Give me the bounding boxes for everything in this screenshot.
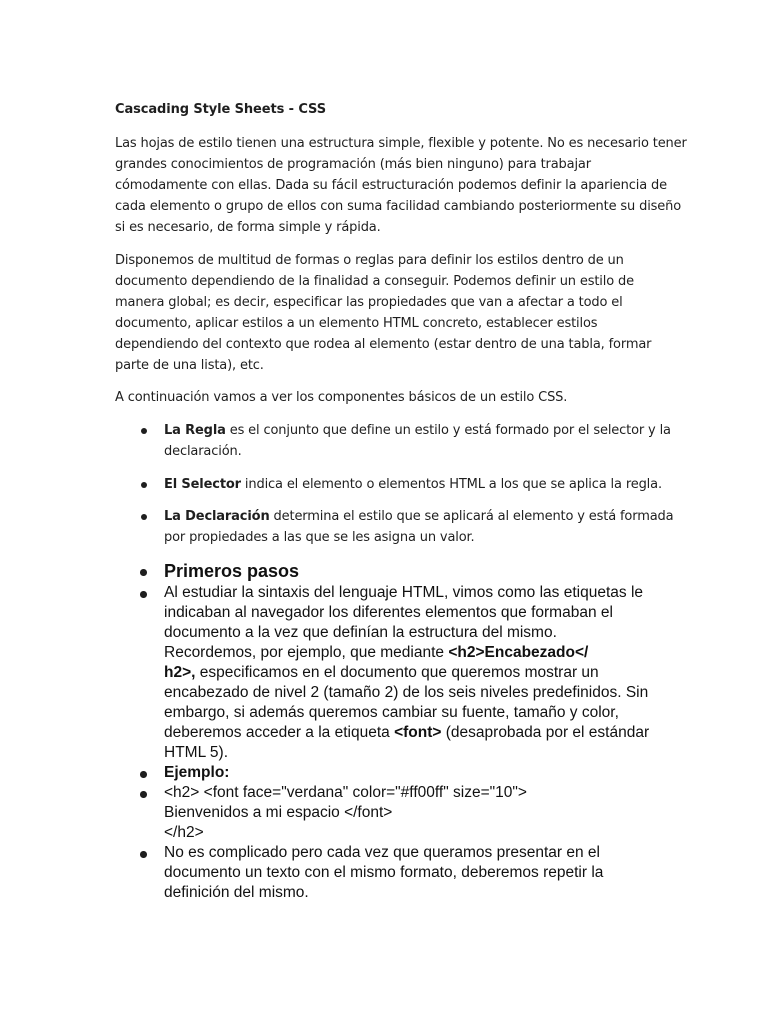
paragraph-components-intro [115, 387, 660, 408]
bullet-icon [140, 771, 147, 778]
text-line: A continuación vamos a ver los componentes básicos de un estilo CSS. [115, 390, 568, 405]
paragraph-intro [115, 133, 687, 238]
text-line: Disponemos de multitud de formas o reglas para definir los estilos dentro de un [115, 253, 624, 268]
bullet-icon [141, 428, 147, 434]
bullet-icon [140, 591, 147, 598]
bullet-icon [141, 514, 147, 520]
text-line [164, 723, 649, 743]
code-line: <h2> <font face="verdana" color="#ff00ff" size="10"> [164, 784, 527, 801]
code-font-tag: <font> [394, 724, 442, 741]
text-line: cada elemento o grupo de ellos con suma facilidad cambiando posteriormente su diseño [115, 199, 682, 214]
bullet-icon [141, 482, 147, 488]
text-segment: (desaprobada por el estándar [441, 724, 650, 741]
term-selector: El Selector [164, 477, 241, 492]
text-line: No es complicado pero cada vez que queramos presentar en el [164, 844, 600, 861]
text-line: si es necesario, de forma simple y rápida. [115, 220, 381, 235]
text-line [164, 663, 649, 683]
text-line: declaración. [164, 444, 242, 459]
section-heading: Primeros pasos [164, 561, 300, 581]
text-segment: deberemos acceder a la etiqueta [164, 724, 395, 741]
text-line: HTML 5). [164, 744, 229, 761]
example-label: Ejemplo: [164, 764, 230, 781]
text-line: parte de una lista), etc. [115, 358, 264, 373]
text-line: documento a la vez que definían la estructura del mismo. [164, 624, 557, 641]
term-description: es el conjunto que define un estilo y está formado por el selector y la [225, 423, 671, 438]
text-line: dependiendo del contexto que rodea al elemento (estar dentro de una tabla, formar [115, 337, 652, 352]
text-line: documento, aplicar estilos a un elemento HTML concreto, establecer estilos [115, 316, 598, 331]
bullet-icon [140, 851, 147, 858]
text-segment: Recordemos, por ejemplo, que mediante [164, 644, 449, 661]
term-description: indica el elemento o elementos HTML a los que se aplica la regla. [240, 477, 662, 492]
text-line: embargo, si además queremos cambiar su fuente, tamaño y color, [164, 704, 619, 721]
text-line [164, 643, 649, 663]
term-regla: La Regla [164, 423, 226, 438]
text-line: indicaban al navegador los diferentes elementos que formaban el [164, 604, 613, 621]
bullet-icon [140, 791, 147, 798]
bullet-icon [140, 569, 147, 576]
text-line: documento un texto con el mismo formato, deberemos repetir la [164, 864, 604, 881]
list-item-text [164, 420, 671, 462]
list-item-text [164, 506, 673, 548]
text-line: documento dependiendo de la finalidad a conseguir. Podemos definir un estilo de [115, 274, 634, 289]
text-line: Al estudiar la sintaxis del lenguaje HTML, vimos como las etiquetas le [164, 584, 644, 601]
list-item-text [164, 763, 229, 783]
list-item-text [164, 474, 662, 495]
code-h2-close: h2>, [164, 664, 196, 681]
page-title: Cascading Style Sheets - CSS [115, 102, 327, 117]
code-h2-open: <h2>Encabezado</ [448, 644, 589, 661]
text-line: definición del mismo. [164, 884, 309, 901]
code-line: Bienvenidos a mi espacio </font> [164, 804, 393, 821]
text-line: por propiedades a las que se les asigna un valor. [164, 530, 475, 545]
text-line: Las hojas de estilo tienen una estructura simple, flexible y potente. No es necesario tener [115, 136, 687, 151]
list-item-text [164, 843, 603, 903]
code-example [164, 783, 527, 843]
text-line: encabezado de nivel 2 (tamaño 2) de los seis niveles predefinidos. Sin [164, 684, 649, 701]
paragraph-rules [115, 250, 660, 376]
text-line: manera global; es decir, especificar las propiedades que van a afectar a todo el [115, 295, 623, 310]
text-line: grandes conocimientos de programación (más bien ninguno) para trabajar [115, 157, 591, 172]
term-description: determina el estilo que se aplicará al elemento y está formada [269, 509, 674, 524]
term-declaracion: La Declaración [164, 509, 270, 524]
list-item-text [164, 583, 649, 763]
text-line: cómodamente con ellas. Dada su fácil estructuración podemos definir la apariencia de [115, 178, 667, 193]
code-line: </h2> [164, 824, 204, 841]
text-segment: especificamos en el documento que queremos mostrar un [195, 664, 599, 681]
